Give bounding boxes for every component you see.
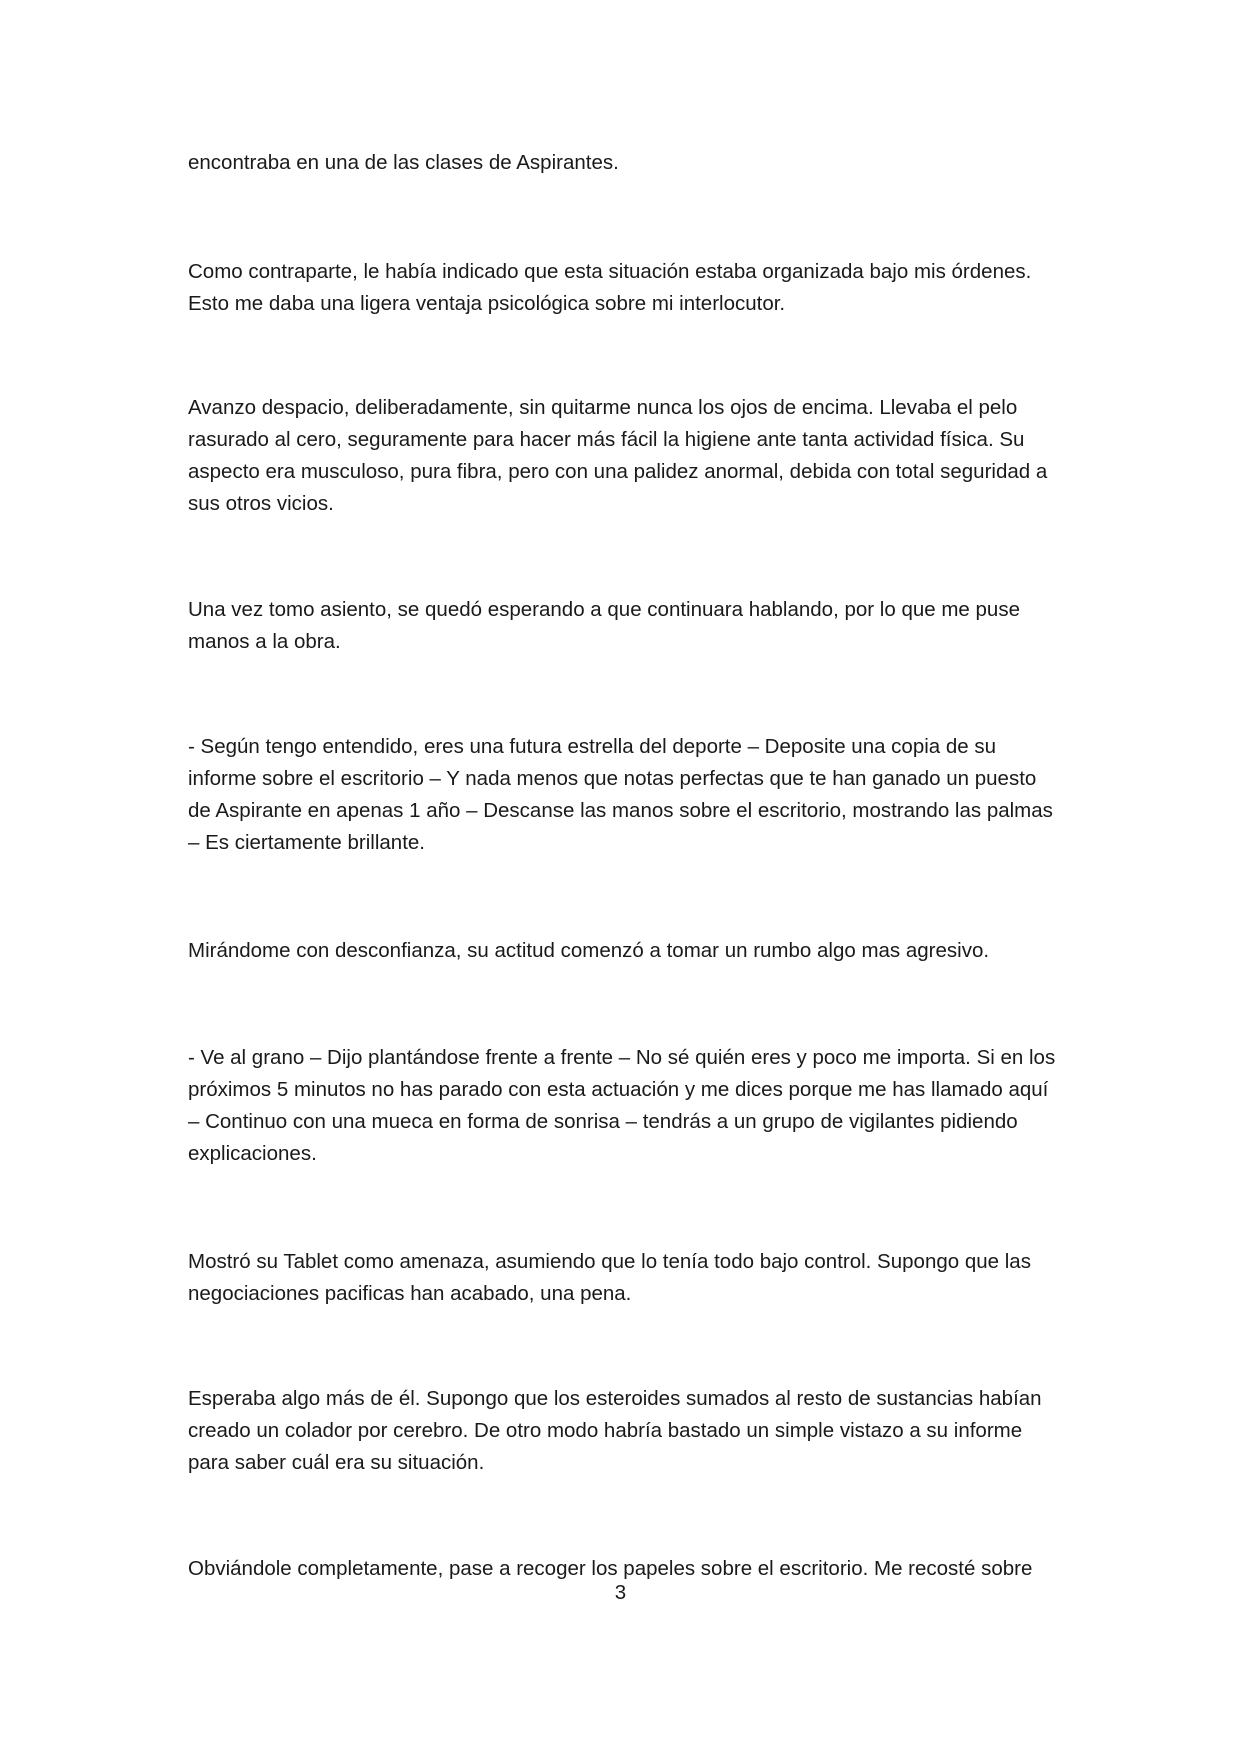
paragraph-10: Obviándole completamente, pase a recoger los papeles sobre el escritorio. Me recosté sobre — [188, 1557, 1033, 1580]
paragraph-2: Como contraparte, le había indicado que esta situación estaba organizada bajo mis órdenes. Esto me daba una ligera ventaja psicológica sobre mi interlocutor. — [188, 260, 1032, 315]
paragraph-7: - Ve al grano – Dijo plantándose frente a frente – No sé quién eres y poco me importa. Si en los próximos 5 minutos no has parado con esta actuación y me dices porque me has llamado aquí – Continuo con una mueca en forma de sonrisa – tendrás a un grupo de vigilantes pidiendo explicaciones. — [188, 1046, 1056, 1165]
page-number: 3 — [614, 1581, 627, 1604]
paragraph-3: Avanzo despacio, deliberadamente, sin quitarme nunca los ojos de encima. Llevaba el pelo rasurado al cero, seguramente para hacer más fácil la higiene ante tanta actividad física. Su aspecto era musculoso, pura fibra, pero con una palidez anormal, debida con total seguridad a sus otros vicios. — [188, 396, 1048, 515]
paragraph-4: Una vez tomo asiento, se quedó esperando a que continuara hablando, por lo que me puse manos a la obra. — [188, 598, 1020, 653]
paragraph-1: encontraba en una de las clases de Aspirantes. — [188, 151, 619, 174]
paragraph-5: - Según tengo entendido, eres una futura estrella del deporte – Deposite una copia de su informe sobre el escritorio – Y nada menos que notas perfectas que te han ganado un puesto de Aspirante en apenas 1 año – Descanse las manos sobre el escritorio, mostrando las palmas – Es ciertamente brillante. — [188, 735, 1053, 854]
paragraph-8: Mostró su Tablet como amenaza, asumiendo que lo tenía todo bajo control. Supongo que las negociaciones pacificas han acabado, una pena. — [188, 1250, 1031, 1305]
paragraph-6: Mirándome con desconfianza, su actitud comenzó a tomar un rumbo algo mas agresivo. — [188, 939, 990, 962]
paragraph-9: Esperaba algo más de él. Supongo que los esteroides sumados al resto de sustancias habían creado un colador por cerebro. De otro modo habría bastado un simple vistazo a su informe para saber cuál era su situación. — [188, 1387, 1042, 1474]
